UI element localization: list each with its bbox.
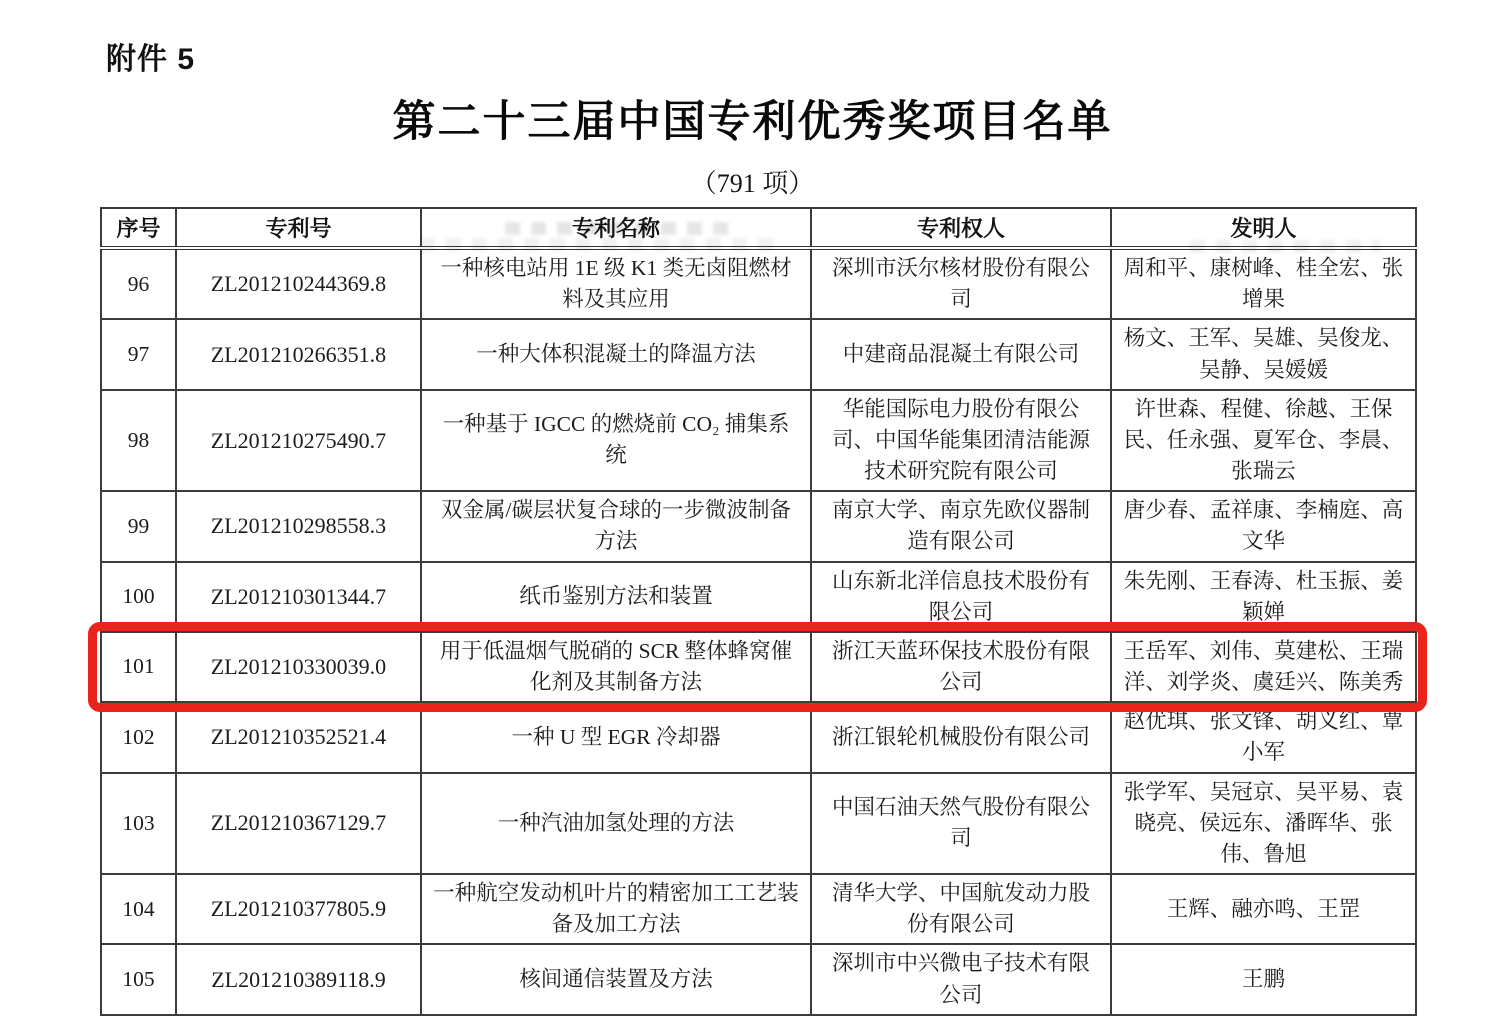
cell-index: 102 <box>101 702 176 772</box>
header-patent-name: 专利名称 <box>421 208 811 248</box>
table-header <box>101 208 1416 248</box>
cell-index: 105 <box>101 944 176 1014</box>
table-body <box>101 248 1416 1015</box>
cell-index: 104 <box>101 874 176 944</box>
cell-patent-number: ZL201210275490.7 <box>176 390 421 492</box>
patent-table-wrapper <box>100 207 1415 1016</box>
cell-patentee: 华能国际电力股份有限公司、中国华能集团清洁能源技术研究院有限公司 <box>811 390 1111 492</box>
cell-patent-name: 一种基于 IGCC 的燃烧前 CO₂ 捕集系统 <box>421 390 811 492</box>
item-count-subtitle: （791 项） <box>690 169 815 198</box>
cell-patentee: 清华大学、中国航发动力股份有限公司 <box>811 874 1111 944</box>
cell-patentee: 南京大学、南京先欧仪器制造有限公司 <box>811 491 1111 561</box>
table-row <box>101 874 1416 944</box>
page-title: 第二十三届中国专利优秀奖项目名单 <box>392 99 1113 146</box>
cell-patent-number: ZL201210301344.7 <box>176 562 421 632</box>
cell-inventors: 朱先刚、王春涛、杜玉振、姜颖婵 <box>1111 562 1416 632</box>
cell-patent-number: ZL201210298558.3 <box>176 491 421 561</box>
cell-patent-number: ZL201210352521.4 <box>176 702 421 772</box>
cell-patent-number: ZL201210330039.0 <box>176 632 421 702</box>
cell-patentee: 浙江银轮机械股份有限公司 <box>811 702 1111 772</box>
cell-index: 100 <box>101 562 176 632</box>
cell-index: 97 <box>101 319 176 389</box>
header-row <box>101 208 1416 248</box>
cell-inventors: 杨文、王军、吴雄、吴俊龙、吴静、吴媛媛 <box>1111 319 1416 389</box>
cell-patent-name: 用于低温烟气脱硝的 SCR 整体蜂窝催化剂及其制备方法 <box>421 632 811 702</box>
cell-inventors: 唐少春、孟祥康、李楠庭、高文华 <box>1111 491 1416 561</box>
cell-patentee: 中建商品混凝土有限公司 <box>811 319 1111 389</box>
cell-patent-number: ZL201210244369.8 <box>176 248 421 319</box>
cell-inventors: 周和平、康树峰、桂全宏、张增果 <box>1111 248 1416 319</box>
cell-patent-name: 核间通信装置及方法 <box>421 944 811 1014</box>
table-row <box>101 702 1416 772</box>
header-patent-number: 专利号 <box>176 208 421 248</box>
table-row <box>101 319 1416 389</box>
cell-index: 103 <box>101 773 176 875</box>
table-row <box>101 944 1416 1014</box>
table-row <box>101 248 1416 319</box>
patent-award-table <box>100 207 1417 1016</box>
cell-patent-number: ZL201210377805.9 <box>176 874 421 944</box>
cell-patent-name: 一种汽油加氢处理的方法 <box>421 773 811 875</box>
cell-inventors: 王鹏 <box>1111 944 1416 1014</box>
cell-index: 101 <box>101 632 176 702</box>
table-row <box>101 632 1416 702</box>
table-row <box>101 562 1416 632</box>
cell-patent-name: 一种 U 型 EGR 冷却器 <box>421 702 811 772</box>
cell-patentee: 浙江天蓝环保技术股份有限公司 <box>811 632 1111 702</box>
table-row <box>101 491 1416 561</box>
cell-index: 98 <box>101 390 176 492</box>
cell-patent-number: ZL201210367129.7 <box>176 773 421 875</box>
table-row <box>101 390 1416 492</box>
cell-patent-name: 纸币鉴别方法和装置 <box>421 562 811 632</box>
cell-patentee: 深圳市中兴微电子技术有限公司 <box>811 944 1111 1014</box>
attachment-label: 附件 5 <box>106 43 196 76</box>
cell-index: 96 <box>101 248 176 319</box>
header-patentee: 专利权人 <box>811 208 1111 248</box>
cell-inventors: 王辉、融亦鸣、王罡 <box>1111 874 1416 944</box>
header-index: 序号 <box>101 208 176 248</box>
cell-inventors: 王岳军、刘伟、莫建松、王瑞洋、刘学炎、虞廷兴、陈美秀 <box>1111 632 1416 702</box>
cell-index: 99 <box>101 491 176 561</box>
cell-patent-number: ZL201210389118.9 <box>176 944 421 1014</box>
cell-patent-name: 一种航空发动机叶片的精密加工工艺装备及加工方法 <box>421 874 811 944</box>
cell-patent-name: 双金属/碳层状复合球的一步微波制备方法 <box>421 491 811 561</box>
cell-inventors: 赵优琪、张文锋、胡义红、覃小军 <box>1111 702 1416 772</box>
cell-patentee: 山东新北洋信息技术股份有限公司 <box>811 562 1111 632</box>
cell-patent-name: 一种大体积混凝土的降温方法 <box>421 319 811 389</box>
cell-patentee: 中国石油天然气股份有限公司 <box>811 773 1111 875</box>
header-inventors: 发明人 <box>1111 208 1416 248</box>
cell-inventors: 张学军、吴冠京、吴平易、袁晓亮、侯远东、潘晖华、张伟、鲁旭 <box>1111 773 1416 875</box>
cell-patent-number: ZL201210266351.8 <box>176 319 421 389</box>
table-row <box>101 773 1416 875</box>
cell-patent-name: 一种核电站用 1E 级 K1 类无卤阻燃材料及其应用 <box>421 248 811 319</box>
cell-patentee: 深圳市沃尔核材股份有限公司 <box>811 248 1111 319</box>
cell-inventors: 许世森、程健、徐越、王保民、任永强、夏军仓、李晨、张瑞云 <box>1111 390 1416 492</box>
